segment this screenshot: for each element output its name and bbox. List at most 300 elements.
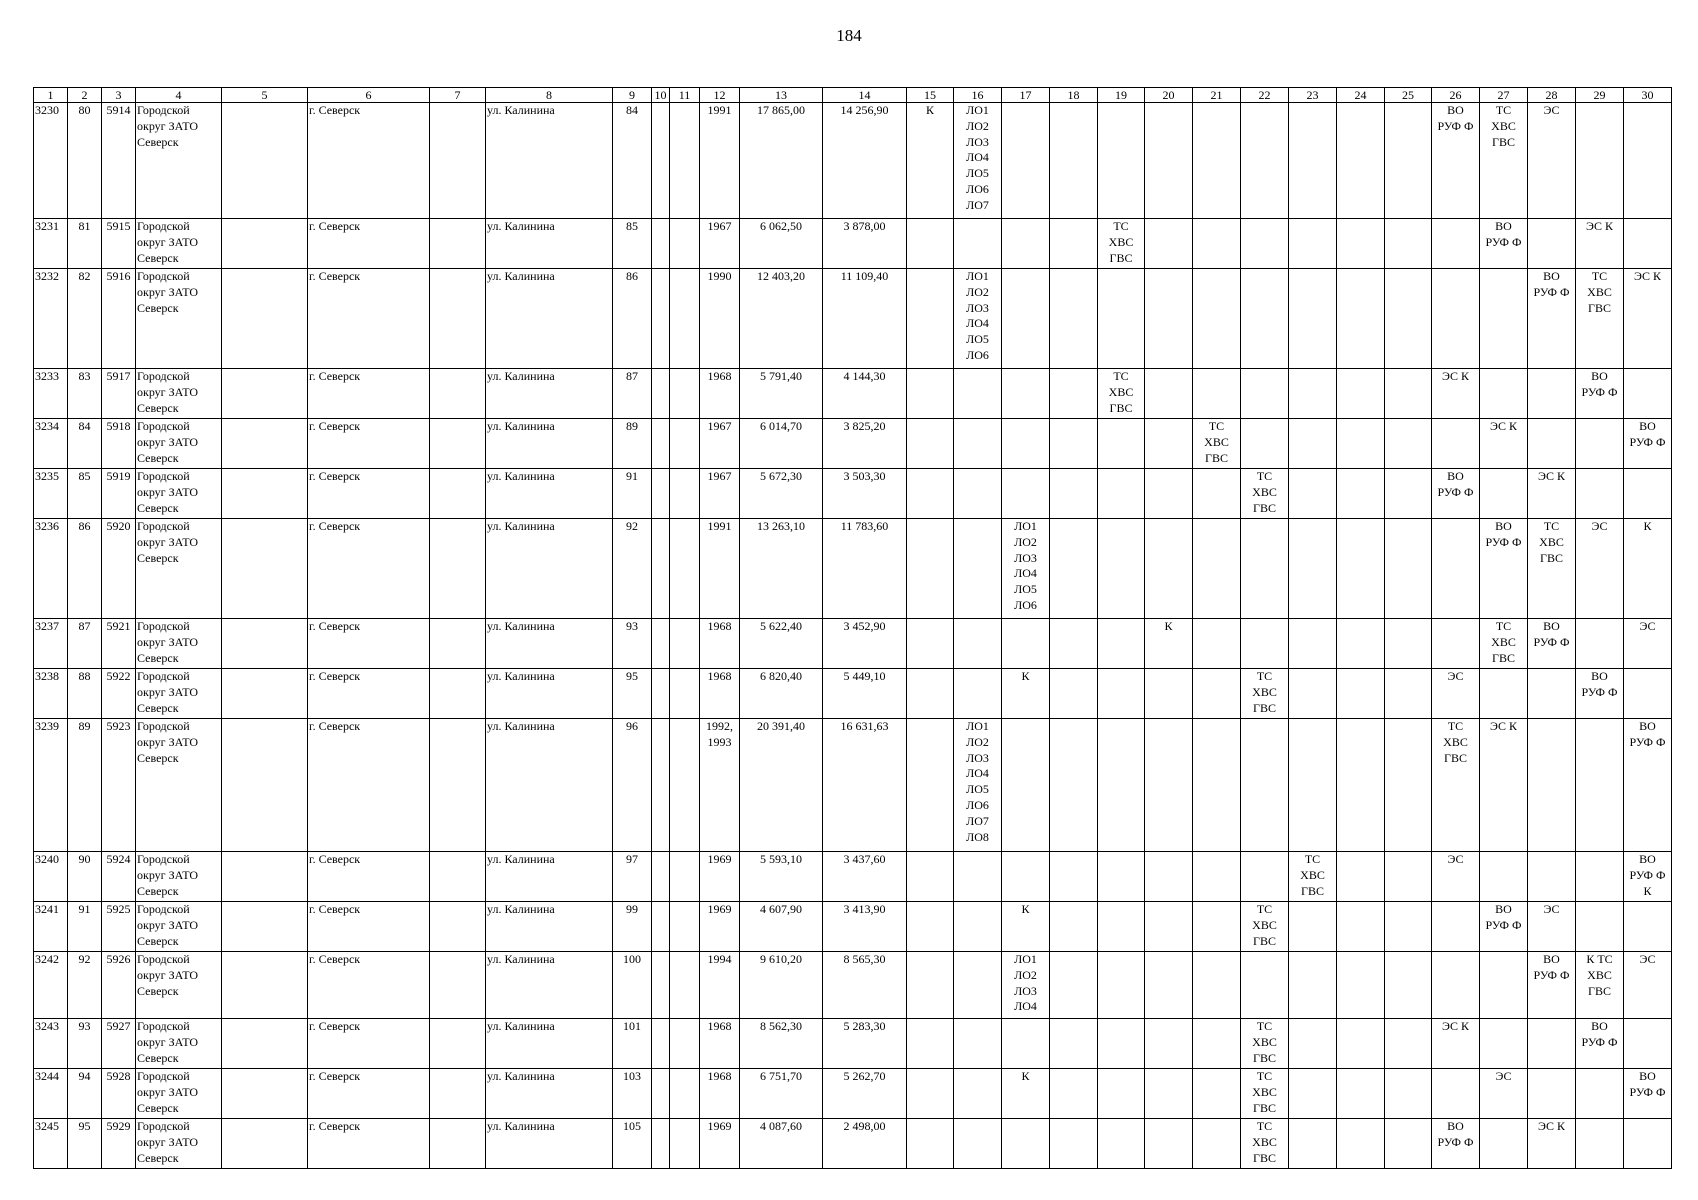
cell-col-11 <box>670 1069 700 1119</box>
table-body <box>34 103 1672 1169</box>
cell-col-24 <box>1337 519 1385 619</box>
cell-col-5 <box>222 103 308 219</box>
cell-col-12: 1968 <box>700 369 740 419</box>
cell-col-25 <box>1385 103 1432 219</box>
cell-col-10 <box>652 902 670 952</box>
cell-col-15 <box>907 852 954 902</box>
cell-col-30: ВО РУФ Ф <box>1624 1069 1672 1119</box>
cell-col-13: 8 562,30 <box>740 1019 823 1069</box>
cell-col-29: ВО РУФ Ф <box>1576 369 1624 419</box>
column-header-30: 30 <box>1624 88 1672 103</box>
cell-col-17 <box>1002 103 1050 219</box>
cell-col-25 <box>1385 419 1432 469</box>
table-row <box>34 619 1672 669</box>
cell-col-15 <box>907 219 954 269</box>
cell-col-14: 2 498,00 <box>823 1119 907 1169</box>
cell-col-13: 5 672,30 <box>740 469 823 519</box>
cell-col-5 <box>222 952 308 1019</box>
cell-col-17 <box>1002 419 1050 469</box>
cell-col-23 <box>1289 469 1337 519</box>
cell-col-19 <box>1098 902 1145 952</box>
column-header-24: 24 <box>1337 88 1385 103</box>
cell-col-20 <box>1145 1069 1193 1119</box>
cell-col-4: Городской округ ЗАТО Северск <box>136 219 222 269</box>
cell-col-23 <box>1289 103 1337 219</box>
cell-col-3: 5915 <box>102 219 136 269</box>
cell-col-7 <box>430 1119 486 1169</box>
column-header-15: 15 <box>907 88 954 103</box>
cell-col-17 <box>1002 1119 1050 1169</box>
cell-col-16 <box>954 669 1002 719</box>
cell-col-30 <box>1624 469 1672 519</box>
cell-col-23 <box>1289 1069 1337 1119</box>
cell-col-21 <box>1193 369 1241 419</box>
cell-col-16 <box>954 519 1002 619</box>
cell-col-2: 94 <box>68 1069 102 1119</box>
cell-col-25 <box>1385 369 1432 419</box>
cell-col-1: 3231 <box>34 219 68 269</box>
cell-col-21 <box>1193 469 1241 519</box>
cell-col-20: К <box>1145 619 1193 669</box>
cell-col-11 <box>670 669 700 719</box>
cell-col-16 <box>954 469 1002 519</box>
cell-col-5 <box>222 902 308 952</box>
cell-col-3: 5918 <box>102 419 136 469</box>
cell-col-11 <box>670 952 700 1019</box>
cell-col-23 <box>1289 419 1337 469</box>
cell-col-10 <box>652 1069 670 1119</box>
cell-col-4: Городской округ ЗАТО Северск <box>136 519 222 619</box>
cell-col-7 <box>430 669 486 719</box>
cell-col-29 <box>1576 1119 1624 1169</box>
cell-col-14: 14 256,90 <box>823 103 907 219</box>
cell-col-7 <box>430 852 486 902</box>
cell-col-1: 3237 <box>34 619 68 669</box>
cell-col-25 <box>1385 1019 1432 1069</box>
cell-col-19 <box>1098 952 1145 1019</box>
cell-col-2: 80 <box>68 103 102 219</box>
cell-col-18 <box>1050 1019 1098 1069</box>
cell-col-8: ул. Калинина <box>486 852 613 902</box>
cell-col-3: 5919 <box>102 469 136 519</box>
cell-col-10 <box>652 669 670 719</box>
column-header-13: 13 <box>740 88 823 103</box>
cell-col-12: 1992, 1993 <box>700 719 740 852</box>
cell-col-17 <box>1002 219 1050 269</box>
cell-col-19 <box>1098 1069 1145 1119</box>
cell-col-6: г. Северск <box>308 719 430 852</box>
cell-col-20 <box>1145 419 1193 469</box>
cell-col-10 <box>652 952 670 1019</box>
cell-col-18 <box>1050 419 1098 469</box>
cell-col-27 <box>1480 852 1528 902</box>
cell-col-17: К <box>1002 1069 1050 1119</box>
cell-col-20 <box>1145 369 1193 419</box>
cell-col-18 <box>1050 952 1098 1019</box>
cell-col-9: 85 <box>613 219 652 269</box>
cell-col-3: 5928 <box>102 1069 136 1119</box>
cell-col-16 <box>954 1069 1002 1119</box>
cell-col-1: 3239 <box>34 719 68 852</box>
cell-col-6: г. Северск <box>308 852 430 902</box>
cell-col-15: К <box>907 103 954 219</box>
cell-col-30 <box>1624 1019 1672 1069</box>
cell-col-26: ВО РУФ Ф <box>1432 1119 1480 1169</box>
cell-col-19 <box>1098 852 1145 902</box>
cell-col-2: 84 <box>68 419 102 469</box>
cell-col-4: Городской округ ЗАТО Северск <box>136 902 222 952</box>
cell-col-5 <box>222 469 308 519</box>
cell-col-7 <box>430 469 486 519</box>
cell-col-13: 5 593,10 <box>740 852 823 902</box>
cell-col-16: ЛО1 ЛО2 ЛО3 ЛО4 ЛО5 ЛО6 <box>954 269 1002 369</box>
cell-col-3: 5921 <box>102 619 136 669</box>
table-row <box>34 419 1672 469</box>
cell-col-8: ул. Калинина <box>486 369 613 419</box>
column-number-header-row <box>34 88 1672 103</box>
cell-col-22: ТС ХВС ГВС <box>1241 1019 1289 1069</box>
cell-col-17 <box>1002 619 1050 669</box>
cell-col-3: 5923 <box>102 719 136 852</box>
table-row <box>34 269 1672 369</box>
cell-col-27: ТС ХВС ГВС <box>1480 103 1528 219</box>
cell-col-8: ул. Калинина <box>486 619 613 669</box>
cell-col-15 <box>907 619 954 669</box>
column-header-7: 7 <box>430 88 486 103</box>
table-row <box>34 852 1672 902</box>
cell-col-10 <box>652 1019 670 1069</box>
column-header-9: 9 <box>613 88 652 103</box>
cell-col-25 <box>1385 669 1432 719</box>
cell-col-29: ЭС <box>1576 519 1624 619</box>
cell-col-13: 4 087,60 <box>740 1119 823 1169</box>
cell-col-15 <box>907 369 954 419</box>
cell-col-18 <box>1050 103 1098 219</box>
cell-col-5 <box>222 1019 308 1069</box>
cell-col-16 <box>954 619 1002 669</box>
cell-col-19 <box>1098 269 1145 369</box>
column-header-6: 6 <box>308 88 430 103</box>
cell-col-11 <box>670 1119 700 1169</box>
cell-col-16 <box>954 1119 1002 1169</box>
cell-col-2: 92 <box>68 952 102 1019</box>
cell-col-18 <box>1050 269 1098 369</box>
cell-col-1: 3244 <box>34 1069 68 1119</box>
cell-col-8: ул. Калинина <box>486 419 613 469</box>
cell-col-12: 1968 <box>700 669 740 719</box>
cell-col-25 <box>1385 952 1432 1019</box>
cell-col-20 <box>1145 952 1193 1019</box>
cell-col-8: ул. Калинина <box>486 103 613 219</box>
column-header-21: 21 <box>1193 88 1241 103</box>
cell-col-1: 3236 <box>34 519 68 619</box>
cell-col-20 <box>1145 669 1193 719</box>
cell-col-12: 1968 <box>700 619 740 669</box>
cell-col-24 <box>1337 902 1385 952</box>
cell-col-4: Городской округ ЗАТО Северск <box>136 369 222 419</box>
column-header-20: 20 <box>1145 88 1193 103</box>
cell-col-15 <box>907 719 954 852</box>
cell-col-16 <box>954 219 1002 269</box>
column-header-12: 12 <box>700 88 740 103</box>
cell-col-9: 93 <box>613 619 652 669</box>
cell-col-3: 5926 <box>102 952 136 1019</box>
cell-col-26: ВО РУФ Ф <box>1432 469 1480 519</box>
cell-col-22: ТС ХВС ГВС <box>1241 669 1289 719</box>
column-header-17: 17 <box>1002 88 1050 103</box>
cell-col-5 <box>222 519 308 619</box>
cell-col-26 <box>1432 269 1480 369</box>
cell-col-21 <box>1193 852 1241 902</box>
cell-col-22 <box>1241 103 1289 219</box>
cell-col-20 <box>1145 469 1193 519</box>
cell-col-27 <box>1480 369 1528 419</box>
cell-col-15 <box>907 1069 954 1119</box>
cell-col-17 <box>1002 369 1050 419</box>
cell-col-21 <box>1193 519 1241 619</box>
cell-col-15 <box>907 952 954 1019</box>
cell-col-11 <box>670 519 700 619</box>
cell-col-4: Городской округ ЗАТО Северск <box>136 669 222 719</box>
cell-col-2: 95 <box>68 1119 102 1169</box>
cell-col-27: ТС ХВС ГВС <box>1480 619 1528 669</box>
cell-col-9: 91 <box>613 469 652 519</box>
cell-col-9: 86 <box>613 269 652 369</box>
cell-col-6: г. Северск <box>308 219 430 269</box>
cell-col-16 <box>954 1019 1002 1069</box>
cell-col-25 <box>1385 219 1432 269</box>
cell-col-18 <box>1050 519 1098 619</box>
cell-col-11 <box>670 219 700 269</box>
cell-col-23 <box>1289 269 1337 369</box>
column-header-5: 5 <box>222 88 308 103</box>
cell-col-12: 1968 <box>700 1069 740 1119</box>
cell-col-30: ЭС К <box>1624 269 1672 369</box>
table-row <box>34 219 1672 269</box>
cell-col-2: 87 <box>68 619 102 669</box>
cell-col-4: Городской округ ЗАТО Северск <box>136 719 222 852</box>
cell-col-5 <box>222 1119 308 1169</box>
cell-col-28: ВО РУФ Ф <box>1528 269 1576 369</box>
cell-col-22 <box>1241 952 1289 1019</box>
cell-col-21 <box>1193 103 1241 219</box>
cell-col-27 <box>1480 669 1528 719</box>
cell-col-24 <box>1337 1019 1385 1069</box>
cell-col-11 <box>670 469 700 519</box>
cell-col-25 <box>1385 1069 1432 1119</box>
cell-col-26 <box>1432 219 1480 269</box>
cell-col-25 <box>1385 1119 1432 1169</box>
cell-col-24 <box>1337 219 1385 269</box>
cell-col-26 <box>1432 519 1480 619</box>
cell-col-27: ЭС <box>1480 1069 1528 1119</box>
cell-col-11 <box>670 103 700 219</box>
cell-col-30 <box>1624 369 1672 419</box>
cell-col-30 <box>1624 902 1672 952</box>
cell-col-27: ЭС К <box>1480 719 1528 852</box>
cell-col-19 <box>1098 669 1145 719</box>
table-row <box>34 369 1672 419</box>
cell-col-16 <box>954 952 1002 1019</box>
cell-col-5 <box>222 719 308 852</box>
cell-col-3: 5925 <box>102 902 136 952</box>
table-row <box>34 1019 1672 1069</box>
column-header-28: 28 <box>1528 88 1576 103</box>
cell-col-19 <box>1098 103 1145 219</box>
cell-col-21 <box>1193 669 1241 719</box>
table-row <box>34 669 1672 719</box>
cell-col-12: 1991 <box>700 519 740 619</box>
column-header-16: 16 <box>954 88 1002 103</box>
cell-col-23 <box>1289 1019 1337 1069</box>
cell-col-25 <box>1385 619 1432 669</box>
cell-col-13: 5 791,40 <box>740 369 823 419</box>
cell-col-18 <box>1050 219 1098 269</box>
cell-col-20 <box>1145 1019 1193 1069</box>
cell-col-6: г. Северск <box>308 1119 430 1169</box>
cell-col-11 <box>670 902 700 952</box>
cell-col-30: ВО РУФ Ф <box>1624 419 1672 469</box>
cell-col-20 <box>1145 219 1193 269</box>
cell-col-27 <box>1480 1019 1528 1069</box>
cell-col-4: Городской округ ЗАТО Северск <box>136 469 222 519</box>
cell-col-2: 90 <box>68 852 102 902</box>
cell-col-26 <box>1432 952 1480 1019</box>
cell-col-14: 3 452,90 <box>823 619 907 669</box>
cell-col-13: 4 607,90 <box>740 902 823 952</box>
cell-col-11 <box>670 419 700 469</box>
cell-col-30 <box>1624 219 1672 269</box>
table-row <box>34 103 1672 219</box>
table-row <box>34 1119 1672 1169</box>
cell-col-19 <box>1098 719 1145 852</box>
cell-col-26: ТС ХВС ГВС <box>1432 719 1480 852</box>
table-row <box>34 469 1672 519</box>
cell-col-26: ЭС <box>1432 669 1480 719</box>
cell-col-18 <box>1050 1119 1098 1169</box>
table-row <box>34 519 1672 619</box>
cell-col-24 <box>1337 719 1385 852</box>
cell-col-14: 11 109,40 <box>823 269 907 369</box>
cell-col-14: 3 878,00 <box>823 219 907 269</box>
cell-col-17 <box>1002 852 1050 902</box>
cell-col-22: ТС ХВС ГВС <box>1241 469 1289 519</box>
cell-col-30: ВО РУФ Ф К <box>1624 852 1672 902</box>
cell-col-9: 99 <box>613 902 652 952</box>
cell-col-4: Городской округ ЗАТО Северск <box>136 1119 222 1169</box>
cell-col-28 <box>1528 1019 1576 1069</box>
cell-col-25 <box>1385 269 1432 369</box>
cell-col-23 <box>1289 219 1337 269</box>
cell-col-6: г. Северск <box>308 369 430 419</box>
cell-col-27 <box>1480 269 1528 369</box>
cell-col-15 <box>907 902 954 952</box>
column-header-11: 11 <box>670 88 700 103</box>
cell-col-10 <box>652 469 670 519</box>
table-row <box>34 952 1672 1019</box>
cell-col-6: г. Северск <box>308 519 430 619</box>
cell-col-2: 86 <box>68 519 102 619</box>
cell-col-29: К ТС ХВС ГВС <box>1576 952 1624 1019</box>
cell-col-16: ЛО1 ЛО2 ЛО3 ЛО4 ЛО5 ЛО6 ЛО7 ЛО8 <box>954 719 1002 852</box>
cell-col-14: 5 283,30 <box>823 1019 907 1069</box>
cell-col-16: ЛО1 ЛО2 ЛО3 ЛО4 ЛО5 ЛО6 ЛО7 <box>954 103 1002 219</box>
cell-col-25 <box>1385 519 1432 619</box>
cell-col-19: ТС ХВС ГВС <box>1098 219 1145 269</box>
cell-col-7 <box>430 952 486 1019</box>
cell-col-6: г. Северск <box>308 419 430 469</box>
cell-col-12: 1991 <box>700 103 740 219</box>
cell-col-3: 5916 <box>102 269 136 369</box>
cell-col-7 <box>430 902 486 952</box>
cell-col-9: 89 <box>613 419 652 469</box>
cell-col-11 <box>670 619 700 669</box>
column-header-26: 26 <box>1432 88 1480 103</box>
cell-col-10 <box>652 419 670 469</box>
cell-col-15 <box>907 669 954 719</box>
column-header-18: 18 <box>1050 88 1098 103</box>
cell-col-18 <box>1050 369 1098 419</box>
cell-col-26: ЭС <box>1432 852 1480 902</box>
cell-col-17 <box>1002 719 1050 852</box>
cell-col-19: ТС ХВС ГВС <box>1098 369 1145 419</box>
cell-col-3: 5924 <box>102 852 136 902</box>
cell-col-15 <box>907 1019 954 1069</box>
cell-col-30 <box>1624 669 1672 719</box>
cell-col-6: г. Северск <box>308 669 430 719</box>
cell-col-27: ЭС К <box>1480 419 1528 469</box>
cell-col-1: 3238 <box>34 669 68 719</box>
cell-col-24 <box>1337 103 1385 219</box>
cell-col-28: ЭС <box>1528 902 1576 952</box>
cell-col-23 <box>1289 719 1337 852</box>
cell-col-17: К <box>1002 669 1050 719</box>
cell-col-12: 1969 <box>700 1119 740 1169</box>
cell-col-2: 88 <box>68 669 102 719</box>
table-row <box>34 902 1672 952</box>
column-header-3: 3 <box>102 88 136 103</box>
cell-col-19 <box>1098 469 1145 519</box>
cell-col-24 <box>1337 952 1385 1019</box>
cell-col-11 <box>670 269 700 369</box>
cell-col-21: ТС ХВС ГВС <box>1193 419 1241 469</box>
cell-col-16 <box>954 852 1002 902</box>
cell-col-9: 97 <box>613 852 652 902</box>
housing-register-table <box>33 87 1672 1169</box>
cell-col-25 <box>1385 902 1432 952</box>
cell-col-10 <box>652 619 670 669</box>
column-header-23: 23 <box>1289 88 1337 103</box>
cell-col-3: 5929 <box>102 1119 136 1169</box>
cell-col-28 <box>1528 419 1576 469</box>
cell-col-8: ул. Калинина <box>486 269 613 369</box>
cell-col-18 <box>1050 469 1098 519</box>
cell-col-28: ВО РУФ Ф <box>1528 952 1576 1019</box>
cell-col-13: 6 820,40 <box>740 669 823 719</box>
cell-col-22 <box>1241 269 1289 369</box>
cell-col-13: 6 751,70 <box>740 1069 823 1119</box>
cell-col-7 <box>430 219 486 269</box>
cell-col-27: ВО РУФ Ф <box>1480 219 1528 269</box>
cell-col-7 <box>430 269 486 369</box>
cell-col-4: Городской округ ЗАТО Северск <box>136 103 222 219</box>
cell-col-1: 3241 <box>34 902 68 952</box>
cell-col-8: ул. Калинина <box>486 1119 613 1169</box>
cell-col-21 <box>1193 1019 1241 1069</box>
cell-col-14: 5 449,10 <box>823 669 907 719</box>
cell-col-8: ул. Калинина <box>486 519 613 619</box>
cell-col-17: К <box>1002 902 1050 952</box>
